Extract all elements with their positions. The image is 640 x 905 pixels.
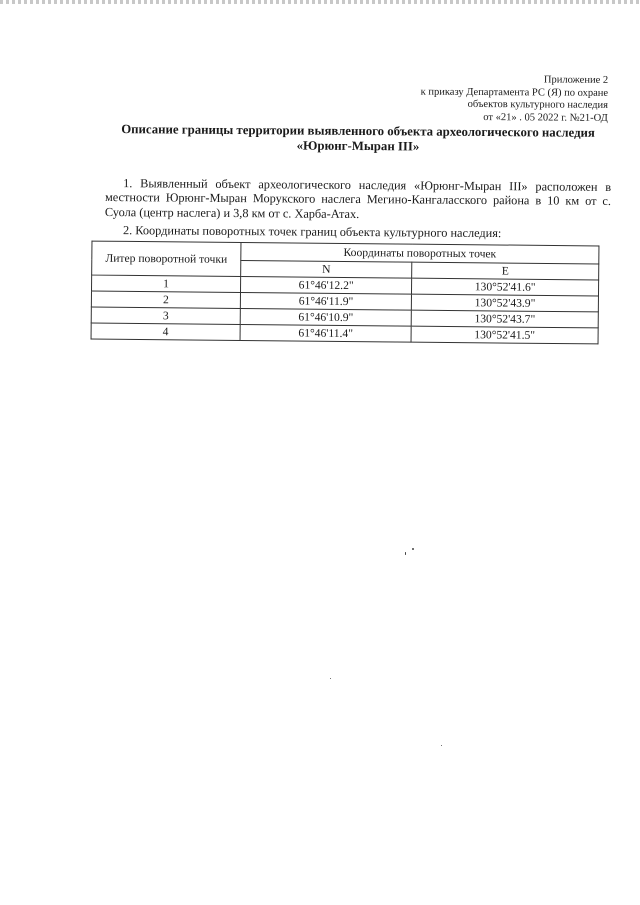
e-cell: 130°52'41.5" bbox=[411, 326, 598, 344]
point-cell: 1 bbox=[92, 275, 241, 292]
scan-speck bbox=[405, 552, 406, 555]
scan-speck bbox=[330, 678, 331, 679]
coords-header: Координаты поворотных точек bbox=[241, 242, 599, 263]
e-cell: 130°52'43.9" bbox=[412, 294, 599, 312]
paragraph-coordinates-intro: 2. Координаты поворотных точек границ объекта культурного наследия: bbox=[122, 223, 502, 241]
col-e-header: E bbox=[412, 262, 599, 280]
point-cell: 3 bbox=[91, 307, 240, 324]
title-line-1: Описание границы территории выявленного объекта археологического наследия bbox=[121, 122, 595, 140]
annex-number: Приложение 2 bbox=[543, 74, 609, 86]
annex-header bbox=[348, 73, 608, 125]
scan-border-line bbox=[0, 0, 640, 4]
annex-order-ref-cont: объектов культурного наследия bbox=[467, 98, 608, 111]
n-cell: 61°46'11.4" bbox=[240, 324, 411, 342]
coordinates-table bbox=[91, 241, 600, 345]
scan-speck bbox=[412, 548, 414, 550]
col-n-header: N bbox=[241, 260, 412, 278]
annex-order-date: от «21» . 05 2022 г. №21-ОД bbox=[483, 111, 608, 124]
scan-speck bbox=[441, 745, 442, 746]
col-point-header: Литер поворотной точки bbox=[92, 241, 241, 276]
point-cell: 2 bbox=[91, 291, 240, 308]
e-cell: 130°52'43.7" bbox=[411, 310, 598, 328]
e-cell: 130°52'41.6" bbox=[412, 278, 599, 296]
paragraph-location: 1. Выявленный объект археологического наследия «Юрюнг-Мыран III» расположен в местности Юрюнг-Мыран Морукского наслега Мегино-Кангаласского района в 10 км от с. Суола (центр наслега) и 3,8 км от с. Харба-Атах. bbox=[104, 176, 612, 221]
title-line-2: «Юрюнг-Мыран III» bbox=[296, 138, 420, 154]
n-cell: 61°46'10.9" bbox=[240, 308, 411, 326]
n-cell: 61°46'11.9" bbox=[240, 292, 411, 310]
n-cell: 61°46'12.2" bbox=[240, 276, 411, 294]
document-title bbox=[98, 122, 618, 156]
point-cell: 4 bbox=[91, 323, 240, 340]
annex-order-ref: к приказу Департамента РС (Я) по охране bbox=[420, 86, 609, 99]
